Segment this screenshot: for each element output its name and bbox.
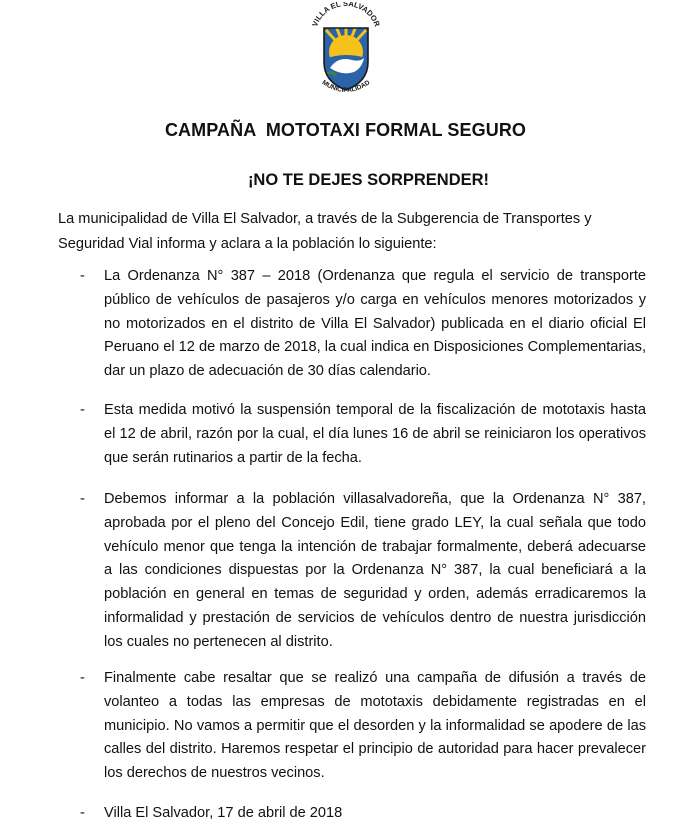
bullet-dash: - <box>80 805 85 821</box>
closing-date: Villa El Salvador, 17 de abril de 2018 <box>104 805 343 821</box>
document-subtitle: ¡NO TE DEJES SORPRENDER! <box>247 171 490 189</box>
list-item-text: Finalmente cabe resaltar que se realizó una campaña de difusión a través de volanteo a todas las empresas de mototaxis debidamente registradas en el municipio. No vamos a permitir que el desorden y la informalidad se apodere de las calles del distrito. Haremos respetar el principio de autoridad para hacer prevalecer los derechos de nuestros vecinos. <box>104 670 646 782</box>
bullet-dash: - <box>80 491 85 507</box>
svg-text:MUNICIPALIDAD: MUNICIPALIDAD <box>320 79 372 95</box>
list-item-text: Esta medida motivó la suspensión temporal de la fiscalización de mototaxis hasta el 12 de abril, razón por la cual, el día lunes 16 de abril se reiniciaron los operativos que serán rutinarios a partir de la fecha. <box>104 402 646 466</box>
list-item-text: Debemos informar a la población villasalvadoreña, que la Ordenanza N° 387, aprobada por el pleno del Concejo Edil, tiene grado LEY, la cual señala que todo vehículo menor que tenga la intención de trabajar formalmente, deberá adecuarse a las condiciones dispuestas por la Ordenanza N° 387, la cual beneficiará a la población en general en temas de seguridad y orden, además erradicaremos la informalidad y prestación de servicios de vehículos dentro de nuestra jurisdicción los cuales no pertenecen al distrito. <box>104 491 646 650</box>
document-title: CAMPAÑA MOTOTAXI FORMAL SEGURO <box>164 120 527 140</box>
bullet-dash: - <box>80 268 85 284</box>
shield-emblem-icon <box>310 2 382 102</box>
list-item <box>58 667 646 786</box>
list-item-text: La Ordenanza N° 387 – 2018 (Ordenanza que regula el servicio de transporte público de vehículos de pasajeros y/o carga en vehículos menores motorizados y no motorizados en el distrito de Villa El Salvador) publicada en el diario oficial El Peruano el 12 de marzo de 2018, la cual indica en Disposiciones Complementarias, dar un plazo de adecuación de 30 días calendario. <box>104 268 646 380</box>
municipal-logo <box>310 2 382 102</box>
list-item <box>58 265 646 384</box>
bullet-dash: - <box>80 670 85 686</box>
list-item <box>58 399 646 470</box>
bullet-dash: - <box>80 402 85 418</box>
intro-paragraph: La municipalidad de Villa El Salvador, a través de la Subgerencia de Transportes y Seguridad Vial informa y aclara a la población lo siguiente: <box>58 211 592 252</box>
svg-text:VILLA EL SALVADOR: VILLA EL SALVADOR <box>310 2 382 28</box>
list-item <box>58 802 646 826</box>
list-item <box>58 488 646 655</box>
